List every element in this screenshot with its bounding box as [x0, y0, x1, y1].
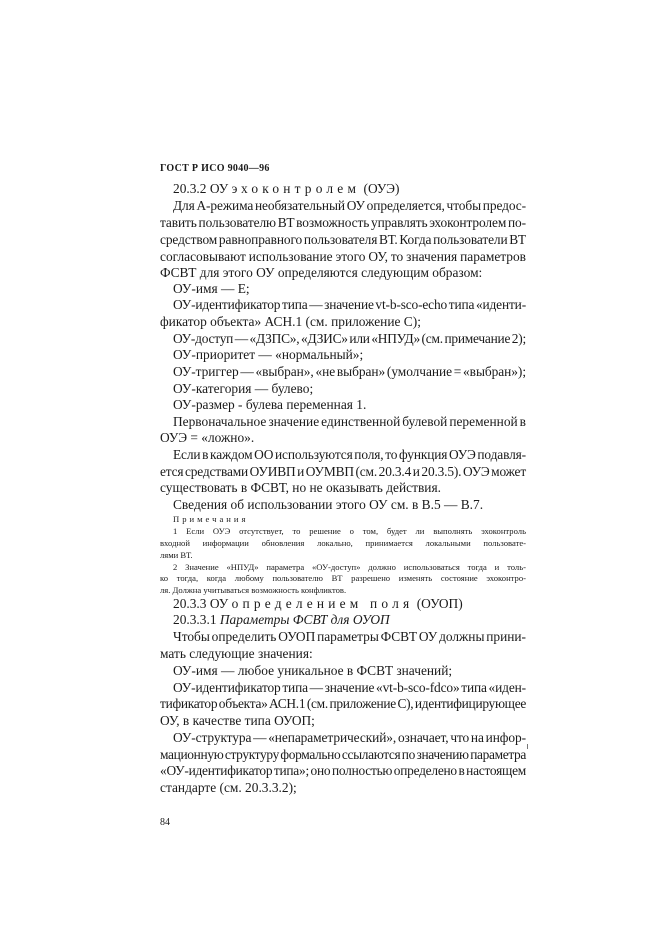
list-item: ОУ-доступ — «ДЗПС», «ДЗИС» или «НПУД» (см. примечание 2); — [173, 331, 526, 346]
note-line: входной информации обновления локально, принимается локальными пользовате- — [160, 538, 526, 548]
page-number: 84 — [160, 817, 170, 828]
list-item-continuation: «ОУ-идентификатор типа»; оно полностью определено в настоящем — [160, 763, 526, 778]
list-item: ОУ-структура — «непараметрический», означает, что на инфор- — [173, 730, 526, 745]
section-abbr: (ОУОП) — [416, 596, 463, 611]
paragraph-line: существовать в ФСВТ, но не оказывать действия. — [160, 480, 441, 495]
paragraph-line: Сведения об использовании этого ОУ см. в В.5 — В.7. — [173, 497, 484, 512]
subsection-number: 20.3.3.1 — [173, 612, 217, 627]
scan-artifact — [527, 744, 528, 749]
list-item: ОУ-триггер — «выбран», «не выбран» (умолчание = «выбран»); — [173, 364, 526, 379]
section-number: 20.3.2 ОУ — [173, 181, 229, 196]
paragraph-line: ФСВТ для этого ОУ определяются следующим образом: — [160, 265, 483, 280]
paragraph-line: Чтобы определить ОУОП параметры ФСВТ ОУ должны прини- — [173, 629, 526, 644]
notes-title: Примечания — [173, 514, 249, 524]
paragraph-line: Для А-режима необязательный ОУ определяется, чтобы предос- — [173, 198, 526, 213]
list-item-continuation: ОУ, в качестве типа ОУОП; — [160, 713, 315, 728]
section-heading-20-3-3 — [173, 596, 526, 611]
list-item: ОУ-приоритет — «нормальный»; — [173, 347, 364, 362]
list-item: ОУ-размер - булева переменная 1. — [173, 397, 367, 412]
paragraph-line: ется средствами ОУИВП и ОУМВП (см. 20.3.4 и 20.3.5). ОУЭ может — [160, 464, 526, 479]
subsection-title: Параметры ФСВТ для ОУОП — [219, 612, 390, 627]
list-item: ОУ-идентификатор типа — значение vt-b-sco-echo типа «иденти- — [173, 297, 526, 312]
paragraph-line: согласовывают использование этого ОУ, то значения параметров — [160, 249, 526, 264]
paragraph-line: средством равноправного пользователя ВТ. Когда пользователи ВТ — [160, 232, 526, 247]
paragraph-line: Если в каждом ОО используются поля, то функция ОУЭ подавля- — [173, 447, 526, 462]
subsection-heading-20-3-3-1 — [173, 612, 526, 627]
note-line: лями ВТ. — [160, 550, 193, 560]
list-item: ОУ-имя — Е; — [173, 281, 250, 296]
note-line: ля. Должна учитываться возможность конфликтов. — [160, 585, 347, 595]
section-abbr: (ОУЭ) — [363, 181, 400, 196]
section-number: 20.3.3 ОУ — [173, 596, 229, 611]
section-title-spaced: определением поля — [231, 596, 414, 611]
paragraph-line: ОУЭ = «ложно». — [160, 430, 255, 445]
list-item-continuation: тификатор объекта» АСН.1 (см. приложение С), идентифицирующее — [160, 696, 527, 711]
list-item-continuation: мационную структуру формально ссылаются по значению параметра — [160, 747, 526, 762]
section-heading-20-3-2 — [173, 181, 526, 196]
list-item-continuation: стандарте (см. 20.3.3.2); — [160, 780, 297, 795]
list-item: ОУ-имя — любое уникальное в ФСВТ значений; — [173, 663, 453, 678]
running-header: ГОСТ Р ИСО 9040—96 — [160, 163, 270, 174]
note-line: 1 Если ОУЭ отсутствует, то решение о том, будет ли выполнять эхоконтроль — [173, 526, 526, 536]
list-item-continuation: фикатор объекта» АСН.1 (см. приложение С); — [160, 314, 421, 329]
note-line: ко тогда, когда любому пользователю ВТ разрешено изменять состояние эхоконтро- — [160, 573, 526, 583]
paragraph-line: тавить пользователю ВТ возможность управлять эхоконтролем по- — [160, 215, 526, 230]
paragraph-line: Первоначальное значение единственной булевой переменной в — [173, 414, 526, 429]
list-item: ОУ-категория — булево; — [173, 381, 314, 396]
paragraph-line: мать следующие значения: — [160, 646, 313, 661]
list-item: ОУ-идентификатор типа — значение «vt-b-sco-fdco» типа «иден- — [173, 680, 526, 695]
section-title-spaced: эхоконтролем — [231, 181, 361, 196]
note-line: 2 Значение «НПУД» параметра «ОУ-доступ» должно использоваться тогда и толь- — [173, 562, 526, 572]
